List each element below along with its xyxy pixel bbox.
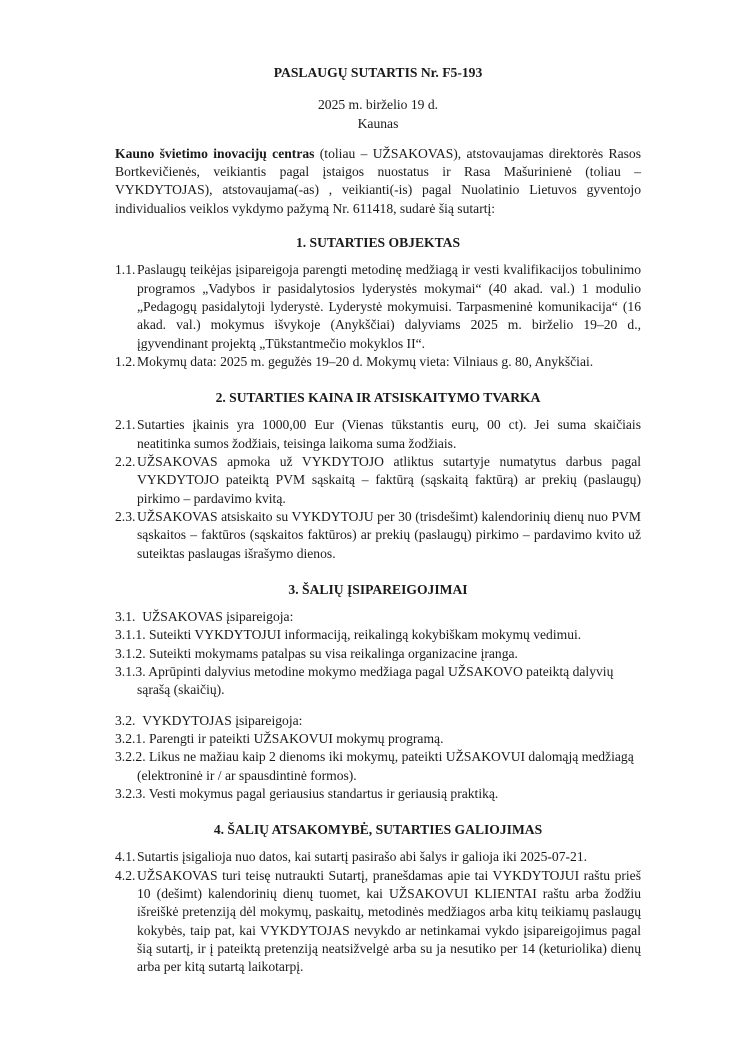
- clause: [115, 748, 641, 785]
- section-3: [115, 581, 641, 803]
- clause-text: VYKDYTOJAS įsipareigoja:: [142, 712, 303, 728]
- intro-paragraph: [115, 145, 641, 218]
- clause-text: UŽSAKOVAS atsiskaito su VYKDYTOJU per 30 (trisdešimt) kalendorinių dienų nuo PVM sąskaitos – faktūros (sąskaitos faktūros) ar prekių (paslaugų) pirkimo – pardavimo kvito už suteiktas paslaugas išrašymo dienos.: [137, 508, 641, 561]
- clause-text: Likus ne mažiau kaip 2 dienoms iki mokymų, pateikti UŽSAKOVUI dalomąją medžiagą (elektroninė ir / ar spausdintinė formos).: [137, 749, 634, 783]
- clause: [115, 730, 641, 748]
- clause-number: 3.2.3.: [115, 785, 146, 801]
- document-date: 2025 m. birželio 19 d.: [317, 97, 439, 113]
- section-heading: 4. ŠALIŲ ATSAKOMYBĖ, SUTARTIES GALIOJIMAS: [213, 822, 543, 838]
- clause-text: Aprūpinti dalyvius metodine mokymo medžiaga pagal UŽSAKOVO pateiktą dalyvių sąrašą (skaičių).: [137, 664, 614, 698]
- clause: [115, 848, 641, 866]
- clause-number: 1.2.: [115, 353, 136, 369]
- section-1: [115, 234, 641, 371]
- clause: [115, 712, 641, 730]
- clause-text: Suteikti mokymams patalpas su visa reikalinga organizacine įranga.: [149, 645, 518, 661]
- clause-number: 3.1.3.: [115, 664, 146, 680]
- clause-number: 3.2.2.: [115, 749, 146, 765]
- clause: [115, 785, 641, 803]
- intro-text: (toliau – UŽSAKOVAS), atstovaujamas direktorės Rasos Bortkevičienės, veikiantis pagal įstaigos nuostatus ir Rasa Mašurinienė (toliau – VYKDYTOJAS), atstovaujama(-as) , veikianti(-is) pagal Nuolatinio Lietuvos gyventojo individualios veiklos vykdymo pažymą Nr. 611418, sudarė šią sutartį:: [115, 145, 641, 216]
- clause-number: 3.1.2.: [115, 645, 146, 661]
- section-heading: 3. ŠALIŲ ĮSIPAREIGOJIMAI: [288, 581, 468, 597]
- client-name: Kauno švietimo inovacijų centras: [115, 145, 315, 161]
- clause-number: 4.1.: [115, 849, 136, 865]
- clause: [115, 261, 641, 352]
- clause-text: UŽSAKOVAS įsipareigoja:: [142, 609, 294, 625]
- clause-number: 3.2.: [115, 712, 136, 728]
- clause: [115, 645, 641, 663]
- clause: [115, 608, 641, 626]
- document-city: Kaunas: [357, 115, 399, 131]
- clause: [115, 353, 641, 371]
- clause-text: Sutartis įsigalioja nuo datos, kai sutartį pasirašo abi šalys ir galioja iki 2025-07-21.: [137, 849, 588, 865]
- clause-text: Sutarties įkainis yra 1000,00 Eur (Vienas tūkstantis eurų, 00 ct). Jei suma skaičiais neatitinka sumos žodžiais, teisinga laikoma suma žodžiais.: [137, 417, 641, 451]
- clause: [115, 416, 641, 453]
- clause: [115, 626, 641, 644]
- clause-number: 2.3.: [115, 508, 136, 524]
- clause-text: Vesti mokymus pagal geriausius standartus ir geriausią praktiką.: [148, 785, 499, 801]
- section-4: [115, 821, 641, 976]
- clause-text: Paslaugų teikėjas įsipareigoja parengti metodinę medžiagą ir vesti kvalifikacijos tobulinimo programos „Vadybos ir pasidalytosios lyderystės mokymai“ (40 akad. val.) 1 modulio „Pedagogų pasidalytoji lyderystė. Lyderystė mokymuisi. Tarpasmeninė komunikacija“ (16 akad. val.) mokymus išvykoje (Anykščiai) dalyviams 2025 m. birželio 19–20 d., įgyvendinant projektą „Tūkstantmečio mokyklos II“.: [137, 262, 641, 351]
- document-title: PASLAUGŲ SUTARTIS Nr. F5-193: [273, 65, 483, 80]
- clause: [115, 663, 641, 700]
- clause: [115, 867, 641, 977]
- clause-text: UŽSAKOVAS apmoka už VYKDYTOJO atliktus sutartyje numatytus darbus pagal VYKDYTOJO pateiktą PVM sąskaitą – faktūrą (sąskaitą faktūrą) ar prekių (paslaugų) pirkimo – pardavimo kvitą.: [137, 454, 641, 506]
- clause-number: 2.2.: [115, 454, 136, 470]
- clause-number: 3.1.: [115, 609, 136, 625]
- document-body: [115, 64, 641, 994]
- clause: [115, 508, 641, 563]
- clause-number: 3.2.1.: [115, 730, 146, 746]
- clause-number: 2.1.: [115, 417, 136, 433]
- section-heading: 1. SUTARTIES OBJEKTAS: [295, 235, 461, 251]
- section-2: [115, 389, 641, 563]
- clause-text: Suteikti VYKDYTOJUI informaciją, reikalingą kokybiškam mokymų vedimui.: [149, 627, 582, 643]
- clause-number: 3.1.1.: [115, 627, 146, 643]
- clause-text: Parengti ir pateikti UŽSAKOVUI mokymų programą.: [149, 730, 444, 746]
- section-heading: 2. SUTARTIES KAINA IR ATSISKAITYMO TVARKA: [215, 390, 541, 406]
- clause-text: Mokymų data: 2025 m. gegužės 19–20 d. Mokymų vieta: Vilniaus g. 80, Anykščiai.: [137, 353, 594, 369]
- clause-number: 1.1.: [115, 262, 136, 278]
- clause-text: UŽSAKOVAS turi teisę nutraukti Sutartį, pranešdamas apie tai VYKDYTOJUI raštu prieš 10 (dešimt) kalendorinių dienų tuomet, kai UŽSAKOVUI KLIENTAI raštu arba žodžiu išreiškė pretenziją dėl mokymų, paskaitų, metodinės medžiagos arba kitų teikiamų paslaugų kokybės, taip pat, kai VYKDYTOJAS nevykdo ar netinkamai vykdo įsipareigojimus pagal šią sutartį, ir į pateiktą pretenziją neatsižvelgė arba su ja nesutiko per 14 (keturiolika) dienų arba per kitą sutartą laikotarpį.: [137, 867, 641, 975]
- clause: [115, 453, 641, 508]
- clause-number: 4.2.: [115, 867, 136, 883]
- spacer: [115, 700, 641, 712]
